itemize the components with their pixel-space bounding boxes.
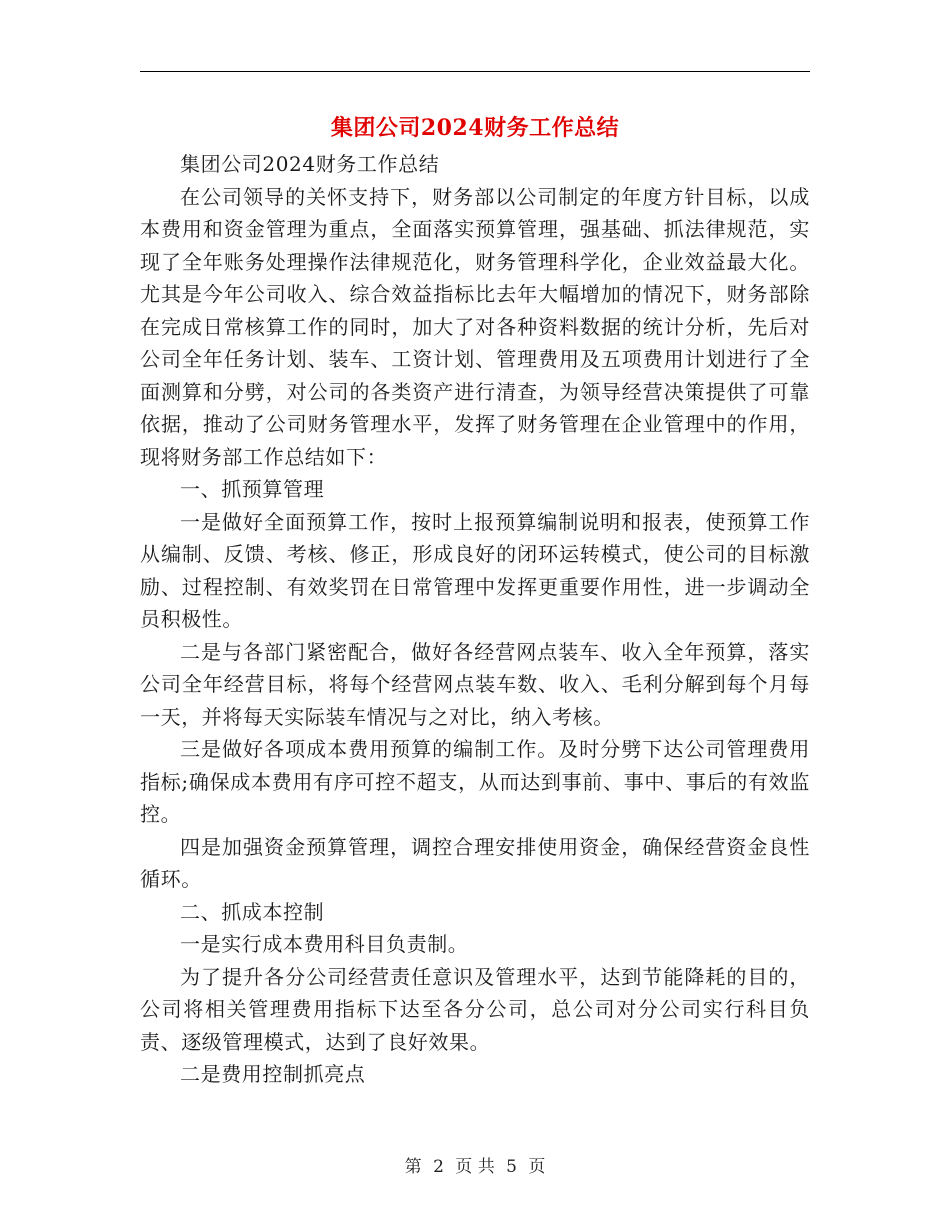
page-prefix: 第: [404, 1157, 422, 1177]
section-heading-cost: 二、抓成本控制: [180, 899, 325, 924]
document-body: [140, 148, 810, 1091]
paragraph: 二是费用控制抓亮点: [180, 1062, 366, 1086]
paragraph: 一是实行成本费用科目负责制。: [180, 932, 469, 956]
paragraph: 四是加强资金预算管理，调控合理安排使用资金，确保经营资金良性循环。: [140, 834, 810, 891]
header-rule: [140, 71, 810, 72]
page-of: 页 共: [455, 1157, 495, 1177]
document-title: 集团公司2024财务工作总结: [330, 115, 620, 141]
paragraph: 为了提升各分公司经营责任意识及管理水平，达到节能降耗的目的，公司将相关管理费用指标下达至各分公司，总公司对分公司实行科目负责、逐级管理模式，达到了良好效果。: [140, 964, 810, 1054]
page-number-footer: [140, 1152, 810, 1177]
page-current: 2: [433, 1157, 444, 1177]
paragraph: 一是做好全面预算工作，按时上报预算编制说明和报表，使预算工作从编制、反馈、考核、修正，形成良好的闭环运转模式，使公司的目标激励、过程控制、有效奖罚在日常管理中发挥更重要作用性，进一步调动全员积极性。: [140, 509, 810, 631]
paragraph-intro: 在公司领导的关怀支持下，财务部以公司制定的年度方针目标，以成本费用和资金管理为重点，全面落实预算管理，强基础、抓法律规范，实现了全年账务处理操作法律规范化，财务管理科学化，企业效益最大化。尤其是今年公司收入、综合效益指标比去年大幅增加的情况下，财务部除在完成日常核算工作的同时，加大了对各种资料数据的统计分析，先后对公司全年任务计划、装车、工资计划、管理费用及五项费用计划进行了全面测算和分劈，对公司的各类资产进行清查，为领导经营决策提供了可靠依据，推动了公司财务管理水平，发挥了财务管理在企业管理中的作用，现将财务部工作总结如下：: [140, 184, 810, 469]
paragraph: 三是做好各项成本费用预算的编制工作。及时分劈下达公司管理费用指标;确保成本费用有序可控不超支，从而达到事前、事中、事后的有效监控。: [140, 737, 810, 826]
page-suffix: 页: [528, 1157, 546, 1177]
section-heading-budget: 一、抓预算管理: [180, 477, 325, 501]
paragraph-subtitle: 集团公司2024财务工作总结: [180, 152, 440, 176]
page-total: 5: [506, 1157, 517, 1177]
paragraph: 二是与各部门紧密配合，做好各经营网点装车、收入全年预算，落实公司全年经营目标，将每个经营网点装车数、收入、毛利分解到每个月每一天，并将每天实际装车情况与之对比，纳入考核。: [140, 639, 810, 729]
